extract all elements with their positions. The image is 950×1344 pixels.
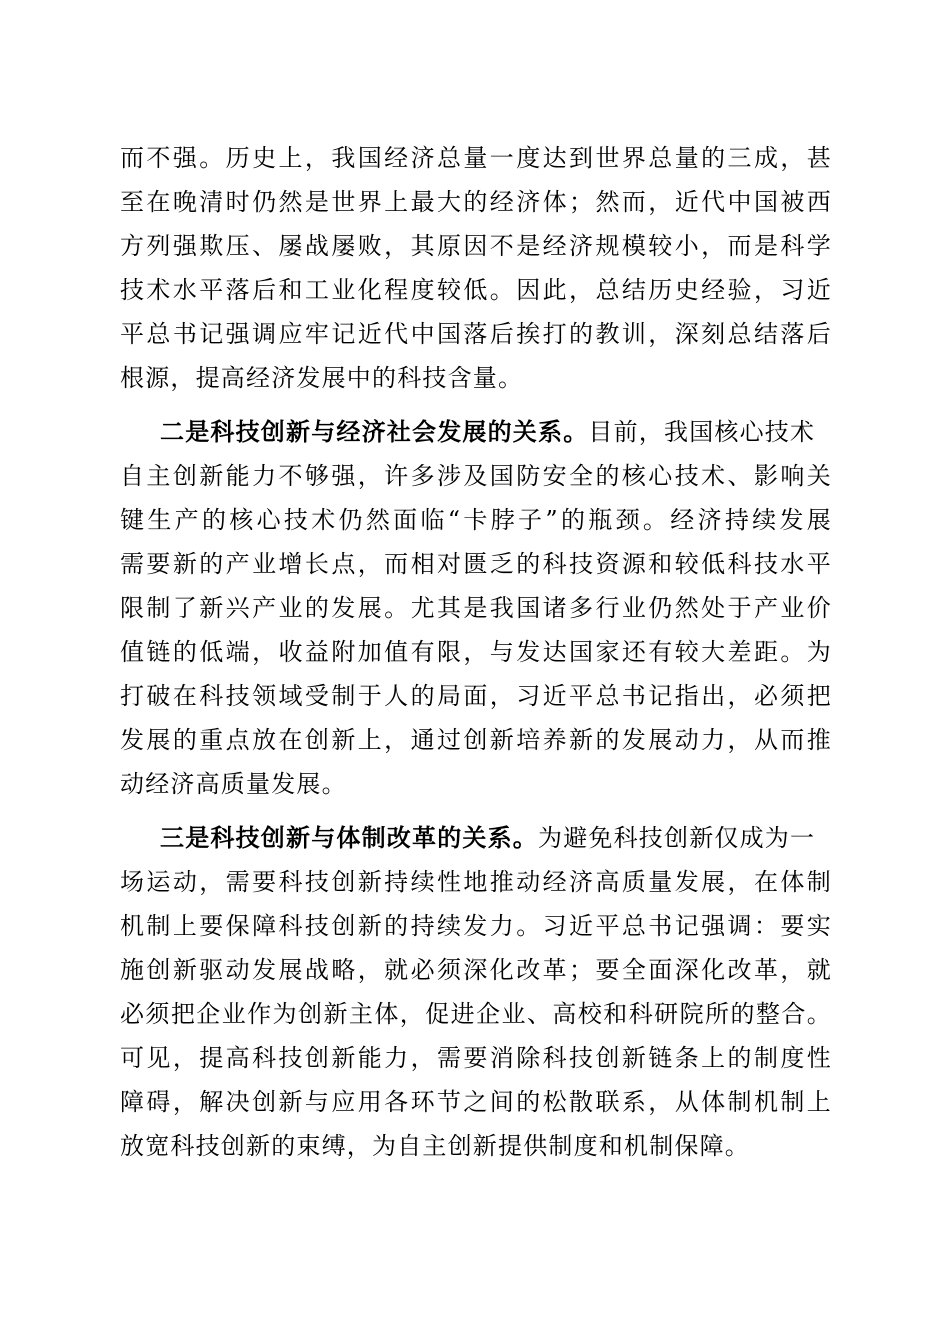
paragraph-2-line-4: 需要新的产业增长点，而相对匮乏的科技资源和较低科技水平 (120, 550, 832, 578)
paragraph-2-line-5: 限制了新兴产业的发展。尤其是我国诸多行业仍然处于产业价 (120, 594, 832, 622)
paragraph-2-line-2: 自主创新能力不够强，许多涉及国防安全的核心技术、影响关 (120, 462, 832, 490)
paragraph-2-line-6: 值链的低端，收益附加值有限，与发达国家还有较大差距。为 (120, 638, 832, 666)
paragraph-2-line-8: 发展的重点放在创新上，通过创新培养新的发展动力，从而推 (120, 726, 832, 754)
paragraph-1-line-1: 而不强。历史上，我国经济总量一度达到世界总量的三成，甚 (120, 144, 832, 172)
paragraph-1-line-5: 平总书记强调应牢记近代中国落后挨打的教训，深刻总结落后 (120, 320, 832, 348)
paragraph-3-line-2: 场运动，需要科技创新持续性地推动经济高质量发展，在体制 (120, 868, 832, 896)
paragraph-1-line-4: 技术水平落后和工业化程度较低。因此，总结历史经验，习近 (120, 276, 832, 304)
paragraph-1-line-6: 根源，提高经济发展中的科技含量。 (120, 364, 524, 392)
paragraph-3-line-3: 机制上要保障科技创新的持续发力。习近平总书记强调：要实 (120, 912, 832, 940)
paragraph-2-line-7: 打破在科技领域受制于人的局面，习近平总书记指出，必须把 (120, 682, 832, 710)
paragraph-1-line-3: 方列强欺压、屡战屡败，其原因不是经济规模较小，而是科学 (120, 232, 832, 260)
paragraph-3-heading: 三是科技创新与体制改革的关系。 (160, 823, 538, 852)
paragraph-3-first-line (160, 816, 815, 860)
paragraph-3-line-8: 放宽科技创新的束缚，为自主创新提供制度和机制保障。 (120, 1132, 750, 1160)
paragraph-3-first-line-text: 为避免科技创新仅成为一 (538, 824, 816, 852)
paragraph-3-line-6: 可见，提高科技创新能力，需要消除科技创新链条上的制度性 (120, 1044, 832, 1072)
paragraph-1-line-2: 至在晚清时仍然是世界上最大的经济体；然而，近代中国被西 (120, 188, 832, 216)
paragraph-3-line-4: 施创新驱动发展战略，就必须深化改革；要全面深化改革，就 (120, 956, 832, 984)
paragraph-2-line-9: 动经济高质量发展。 (120, 770, 347, 798)
paragraph-2-first-line (160, 410, 815, 454)
paragraph-3-line-5: 必须把企业作为创新主体，促进企业、高校和科研院所的整合。 (120, 1000, 832, 1028)
paragraph-2-first-line-text: 目前，我国核心技术 (588, 418, 816, 446)
paragraph-3-line-7: 障碍，解决创新与应用各环节之间的松散联系，从体制机制上 (120, 1088, 832, 1116)
paragraph-2-heading: 二是科技创新与经济社会发展的关系。 (160, 417, 589, 446)
paragraph-2-line-3: 键生产的核心技术仍然面临“卡脖子”的瓶颈。经济持续发展 (120, 506, 832, 534)
